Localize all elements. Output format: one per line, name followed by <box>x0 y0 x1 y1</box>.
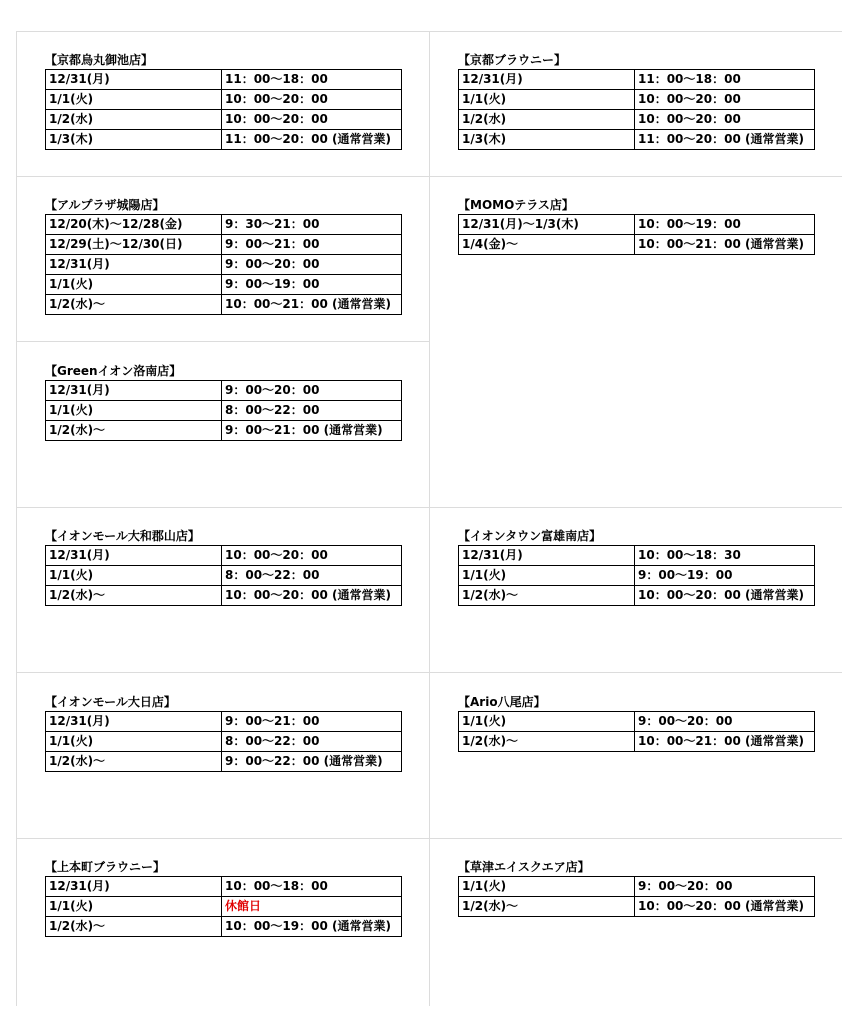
date-cell: 1/1(火) <box>459 877 635 897</box>
date-cell: 1/1(火) <box>46 275 222 295</box>
store-title: 【上本町ブラウニー】 <box>45 860 166 874</box>
hours-cell: 9：00〜22：00 (通常営業) <box>222 752 402 772</box>
date-cell: 1/2(水)〜 <box>46 421 222 441</box>
hours-cell: 10：00〜21：00 (通常営業) <box>635 732 815 752</box>
table-row <box>46 110 402 130</box>
hours-cell: 10：00〜19：00 <box>635 215 815 235</box>
hours-cell: 10：00〜20：00 <box>222 90 402 110</box>
hours-cell: 8：00〜22：00 <box>222 732 402 752</box>
date-cell: 1/2(水)〜 <box>46 586 222 606</box>
store-block <box>45 197 402 315</box>
hours-cell: 11：00〜20：00 (通常営業) <box>635 130 815 150</box>
grid-row-divider <box>16 176 842 177</box>
store-title: 【Greenイオン洛南店】 <box>45 364 182 378</box>
date-cell: 12/31(月) <box>459 546 635 566</box>
hours-cell: 10：00〜20：00 <box>635 90 815 110</box>
store-title: 【イオンタウン富雄南店】 <box>458 529 602 543</box>
date-cell: 1/1(火) <box>46 566 222 586</box>
hours-cell: 10：00〜21：00 (通常営業) <box>635 235 815 255</box>
table-row <box>459 70 815 90</box>
hours-table <box>45 214 402 315</box>
table-row <box>46 381 402 401</box>
date-cell: 1/1(火) <box>459 712 635 732</box>
table-row <box>459 877 815 897</box>
table-row <box>459 215 815 235</box>
hours-cell: 9：30〜21：00 <box>222 215 402 235</box>
hours-table <box>458 711 815 752</box>
hours-cell: 10：00〜18：00 <box>222 877 402 897</box>
date-cell: 12/29(土)〜12/30(日) <box>46 235 222 255</box>
hours-cell: 9：00〜19：00 <box>222 275 402 295</box>
hours-cell: 9：00〜21：00 (通常営業) <box>222 421 402 441</box>
table-row <box>459 546 815 566</box>
hours-cell: 10：00〜18：30 <box>635 546 815 566</box>
date-cell: 1/1(火) <box>46 897 222 917</box>
store-block <box>45 694 402 772</box>
table-row <box>459 235 815 255</box>
hours-cell: 9：00〜19：00 <box>635 566 815 586</box>
store-block <box>458 52 815 150</box>
hours-cell: 11：00〜18：00 <box>222 70 402 90</box>
table-row <box>46 421 402 441</box>
store-block <box>458 694 815 752</box>
date-cell: 1/1(火) <box>46 401 222 421</box>
table-row <box>46 917 402 937</box>
hours-cell: 10：00〜21：00 (通常営業) <box>222 295 402 315</box>
hours-cell: 10：00〜20：00 (通常営業) <box>635 586 815 606</box>
date-cell: 1/1(火) <box>459 90 635 110</box>
date-cell: 12/31(月) <box>459 70 635 90</box>
date-cell: 1/4(金)〜 <box>459 235 635 255</box>
hours-cell: 10：00〜19：00 (通常営業) <box>222 917 402 937</box>
table-row <box>46 235 402 255</box>
store-title: 【草津エイスクエア店】 <box>458 860 590 874</box>
store-block <box>458 528 815 606</box>
hours-table <box>45 711 402 772</box>
table-row <box>46 275 402 295</box>
hours-table <box>45 876 402 937</box>
date-cell: 1/3(木) <box>459 130 635 150</box>
table-row <box>459 712 815 732</box>
hours-table <box>458 545 815 606</box>
table-row <box>46 586 402 606</box>
hours-table <box>458 69 815 150</box>
hours-table <box>45 545 402 606</box>
table-row <box>46 215 402 235</box>
hours-cell: 8：00〜22：00 <box>222 566 402 586</box>
grid-row-divider <box>16 672 842 673</box>
date-cell: 1/2(水) <box>46 110 222 130</box>
grid-center-divider <box>429 31 430 1006</box>
date-cell: 1/2(水)〜 <box>459 732 635 752</box>
table-row <box>459 130 815 150</box>
grid-row-divider <box>16 838 842 839</box>
date-cell: 1/1(火) <box>46 732 222 752</box>
hours-cell: 9：00〜21：00 <box>222 235 402 255</box>
store-title: 【Ario八尾店】 <box>458 695 546 709</box>
date-cell: 1/2(水) <box>459 110 635 130</box>
table-row <box>46 546 402 566</box>
hours-cell: 11：00〜20：00 (通常営業) <box>222 130 402 150</box>
date-cell: 12/31(月)〜1/3(木) <box>459 215 635 235</box>
table-row <box>46 877 402 897</box>
date-cell: 12/31(月) <box>46 877 222 897</box>
table-row <box>46 295 402 315</box>
grid-row-divider <box>16 341 429 342</box>
table-row <box>459 90 815 110</box>
store-title: 【京都ブラウニー】 <box>458 53 567 67</box>
date-cell: 1/2(水)〜 <box>46 295 222 315</box>
date-cell: 1/2(水)〜 <box>46 917 222 937</box>
date-cell: 12/31(月) <box>46 255 222 275</box>
table-row <box>46 130 402 150</box>
store-block <box>458 197 815 255</box>
hours-cell: 11：00〜18：00 <box>635 70 815 90</box>
date-cell: 12/31(月) <box>46 381 222 401</box>
grid-left-border <box>16 31 17 1006</box>
hours-cell: 10：00〜20：00 <box>222 546 402 566</box>
table-row <box>459 897 815 917</box>
table-row <box>459 110 815 130</box>
store-block <box>458 859 815 917</box>
date-cell: 12/31(月) <box>46 546 222 566</box>
store-block <box>45 528 402 606</box>
table-row <box>46 897 402 917</box>
table-row <box>46 90 402 110</box>
store-block <box>45 52 402 150</box>
store-title: 【MOMOテラス店】 <box>458 198 574 212</box>
hours-cell: 9：00〜20：00 <box>635 712 815 732</box>
date-cell: 1/2(水)〜 <box>46 752 222 772</box>
hours-cell: 8：00〜22：00 <box>222 401 402 421</box>
store-title: 【イオンモール大和郡山店】 <box>45 529 200 543</box>
store-title: 【イオンモール大日店】 <box>45 695 176 709</box>
store-block <box>45 363 402 441</box>
table-row <box>459 566 815 586</box>
date-cell: 12/20(木)〜12/28(金) <box>46 215 222 235</box>
date-cell: 1/3(木) <box>46 130 222 150</box>
hours-cell: 9：00〜20：00 <box>635 877 815 897</box>
date-cell: 1/1(火) <box>46 90 222 110</box>
date-cell: 1/2(水)〜 <box>459 897 635 917</box>
hours-table <box>458 214 815 255</box>
closed-day-cell: 休館日 <box>222 897 402 917</box>
table-row <box>459 732 815 752</box>
hours-cell: 9：00〜20：00 <box>222 381 402 401</box>
hours-cell: 10：00〜20：00 (通常営業) <box>635 897 815 917</box>
table-row <box>46 752 402 772</box>
hours-table <box>45 69 402 150</box>
table-row <box>46 401 402 421</box>
store-title: 【京都烏丸御池店】 <box>45 53 154 67</box>
date-cell: 12/31(月) <box>46 712 222 732</box>
store-title: 【アルプラザ城陽店】 <box>45 198 165 212</box>
table-row <box>46 732 402 752</box>
hours-cell: 9：00〜21：00 <box>222 712 402 732</box>
date-cell: 12/31(月) <box>46 70 222 90</box>
table-row <box>46 712 402 732</box>
table-row <box>46 70 402 90</box>
store-block <box>45 859 402 937</box>
hours-cell: 10：00〜20：00 <box>635 110 815 130</box>
grid-row-divider <box>16 507 842 508</box>
hours-cell: 10：00〜20：00 (通常営業) <box>222 586 402 606</box>
hours-table <box>45 380 402 441</box>
date-cell: 1/2(水)〜 <box>459 586 635 606</box>
table-row <box>459 586 815 606</box>
date-cell: 1/1(火) <box>459 566 635 586</box>
table-row <box>46 566 402 586</box>
hours-table <box>458 876 815 917</box>
hours-cell: 9：00〜20：00 <box>222 255 402 275</box>
hours-cell: 10：00〜20：00 <box>222 110 402 130</box>
table-row <box>46 255 402 275</box>
